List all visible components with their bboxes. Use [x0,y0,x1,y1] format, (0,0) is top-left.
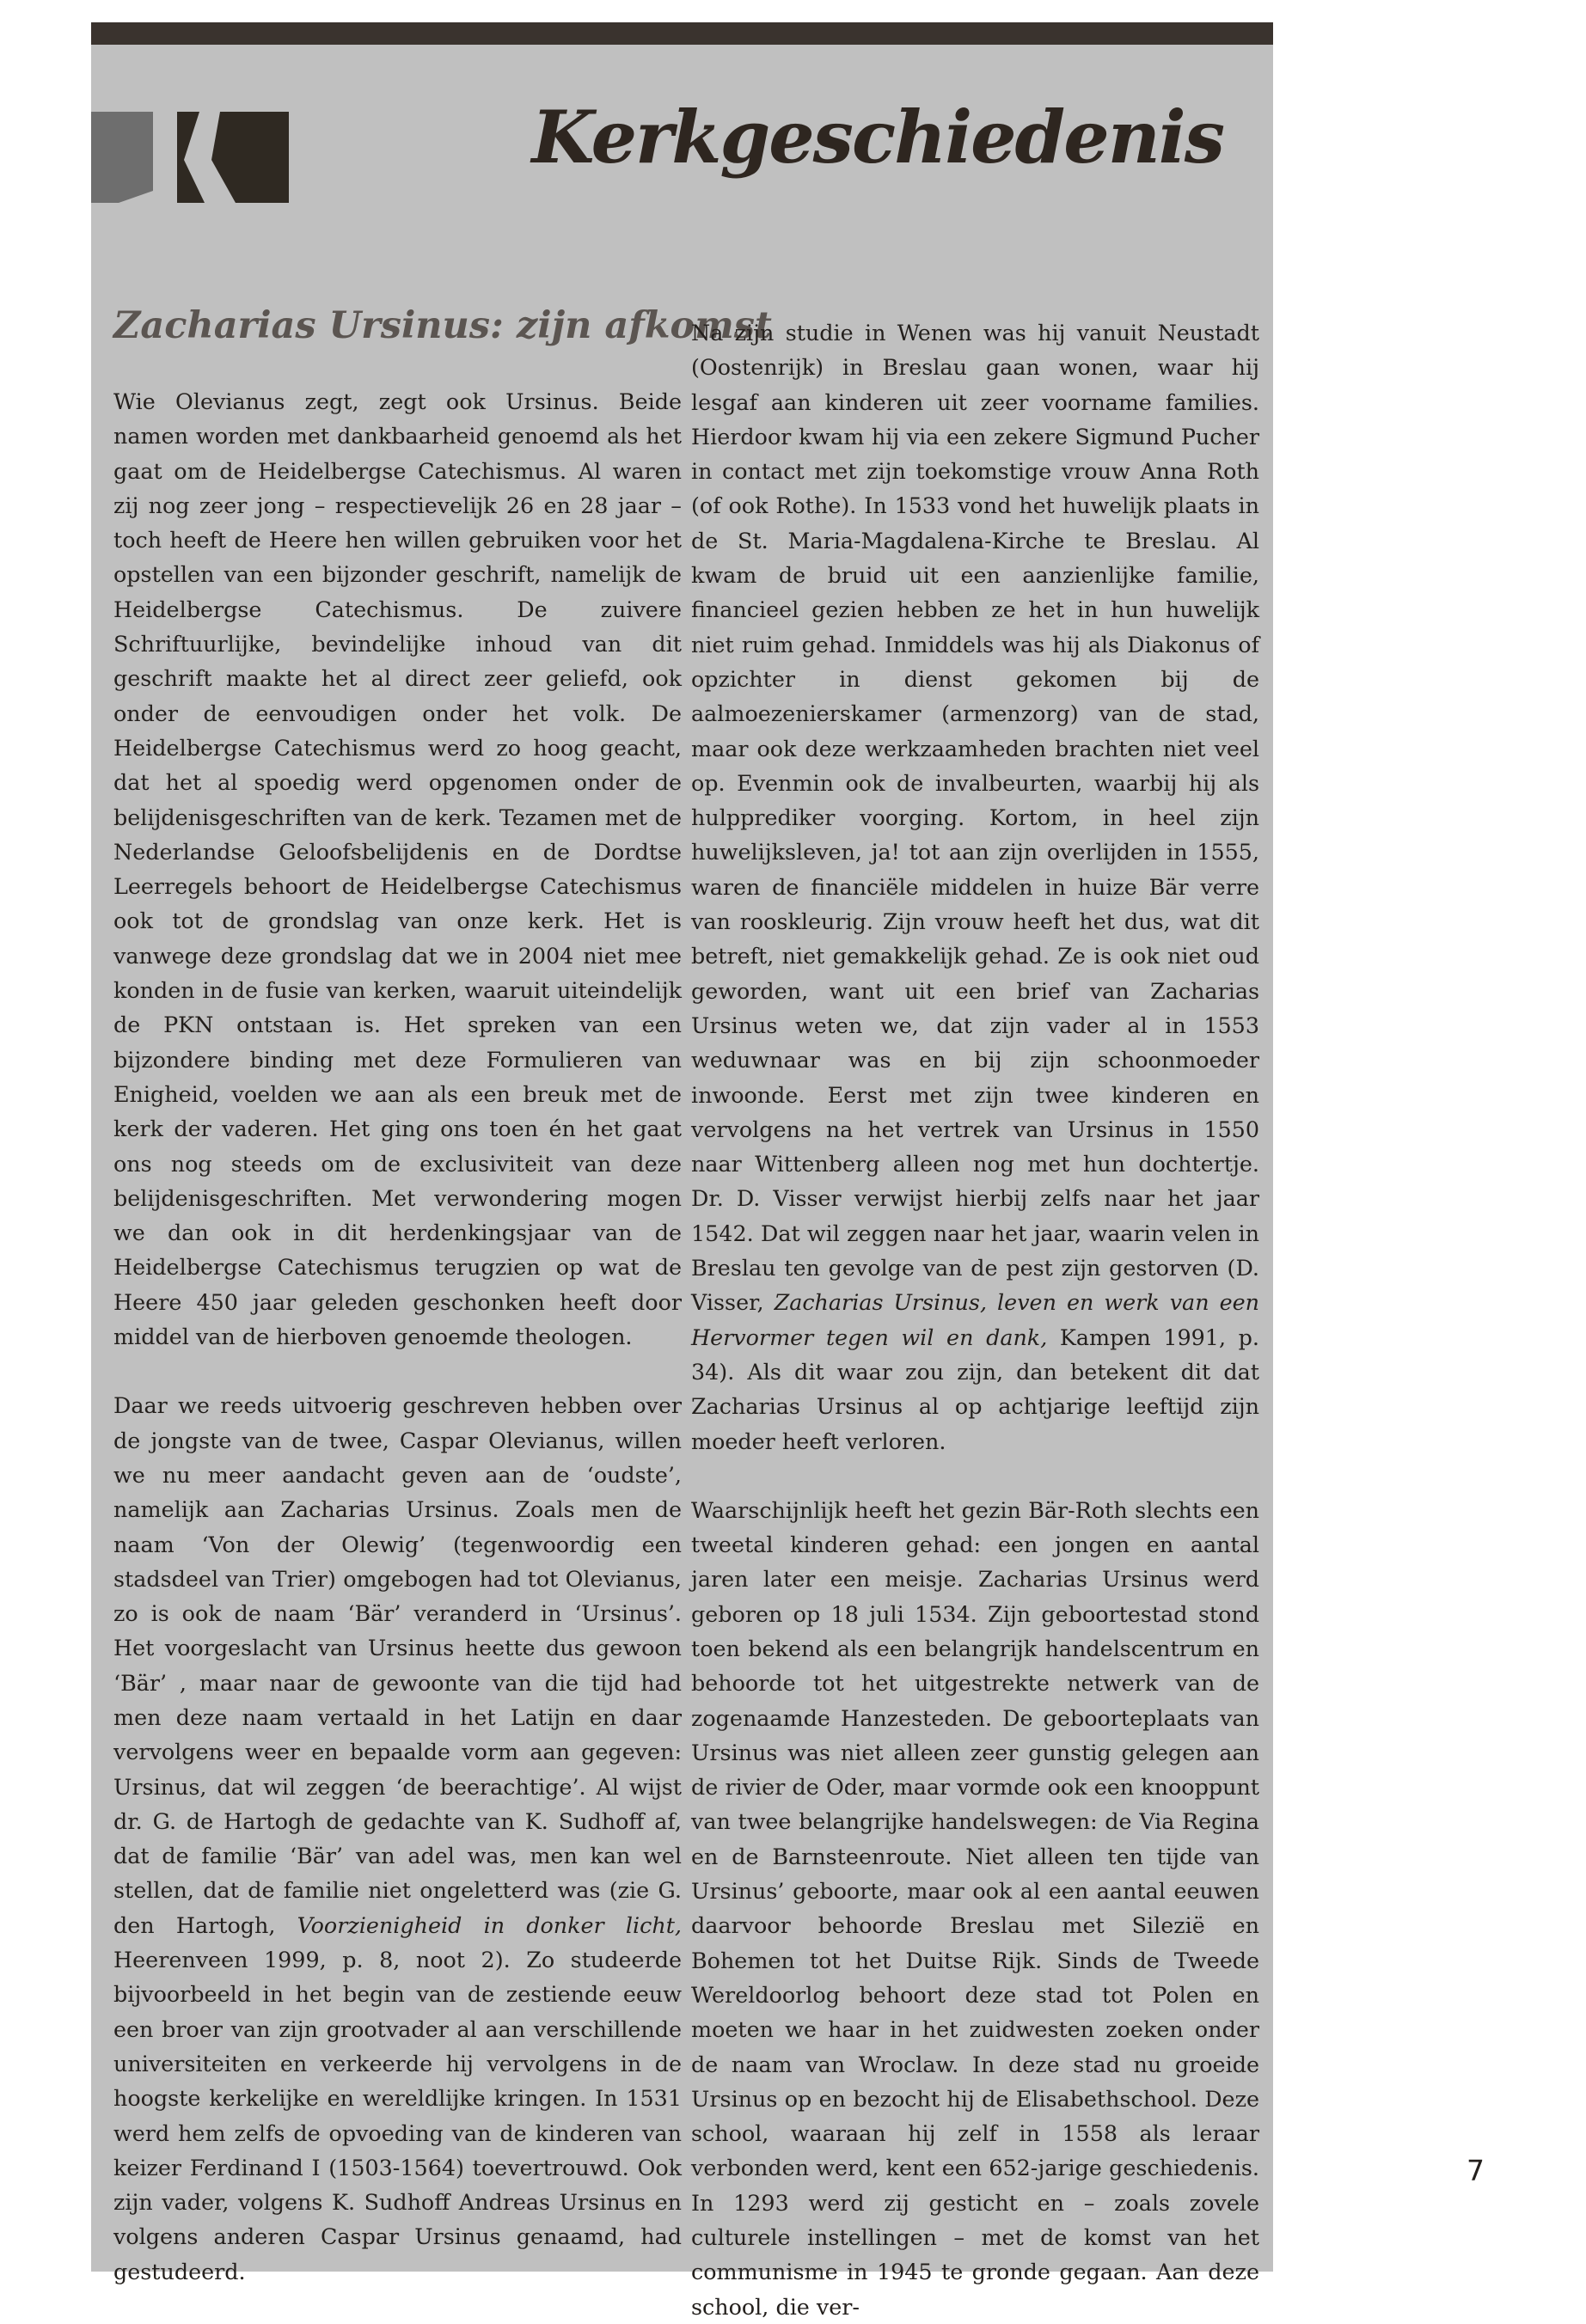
paragraph-text: Kampen 1991, p. 34). Als dit waar zou zijn, dan betekent dit dat Zacharias Ursinus al op achtjarige leeftijd zijn moeder heeft verloren. [691,1324,1259,1454]
page-panel [91,22,1273,2320]
page-number: 7 [1467,2154,1485,2187]
paragraph-text: Heerenveen 1999, p. 8, noot 2). Zo studeerde bijvoorbeeld in het begin van de zestiende eeuw een broer van zijn grootvader al aan verschillende universiteiten en verkeerde hij vervolgens in de hoogste kerkelijke en wereldlijke kringen. In 1531 werd hem zelfs de opvoeding van de kinderen van keizer Ferdinand I (1503-1564) toevertrouwd. Ook zijn vader, volgens K. Sudhoff Andreas Ursinus en volgens anderen Caspar Ursinus genaamd, had gestudeerd. [113,1947,682,2284]
book-title: Zacharias Ursinus, leven en werk van een Hervormer tegen wil en dank, [691,1289,1259,1350]
top-bar [91,22,1273,45]
left-column [113,384,682,2289]
paragraph-text: Na zijn studie in Wenen was hij vanuit Neustadt (Oostenrijk) in Breslau gaan wonen, waar hij lesgaf aan kinderen uit zeer voorname families. Hierdoor kwam hij via een zekere Sigmund Pucher in contact met zijn toekomstige vrouw Anna Roth (of ook Rothe). In 1533 vond het huwelijk plaats in de St. Maria-Magdalena-Kirche te Breslau. Al kwam de bruid uit een aanzienlijke familie, financieel gezien hebben ze het in hun huwelijk niet ruim gehad. Inmiddels was hij als Diakonus of opzichter in dienst gekomen bij de aalmoezenierskamer (armenzorg) van de stad, maar ook deze werkzaamheden brachten niet veel op. Evenmin ook de invalbeurten, waarbij hij als hulpprediker voorging. Kortom, in heel zijn huwelijksleven, ja! tot aan zijn overlijden in 1555, waren de financiële middelen in huize Bär verre van rooskleurig. Zijn vrouw heeft het dus, wat dit betreft, niet gemakkelijk gehad. Ze is ook niet oud geworden, want uit een brief van Zacharias Ursinus weten we, dat zijn vader al in 1553 weduwnaar was en bij zijn schoonmoeder inwoonde. Eerst met zijn twee kinderen en vervolgens na het vertrek van Ursinus in 1550 naar Wittenberg alleen nog met hun dochtertje. Dr. D. Visser verwijst hierbij zelfs naar het jaar 1542. Dat wil zeggen naar het jaar, waarin velen in Breslau ten gevolge van de pest zijn gestorven (D. Visser, [691,320,1259,1316]
paragraph-text: Daar we reeds uitvoerig geschreven hebben over de jongste van de twee, Caspar Olevianus, willen we nu meer aandacht geven aan de ‘oudste’, namelijk aan Zacharias Ursinus. Zoals men de naam ‘Von der Olewig’ (tegenwoordig een stadsdeel van Trier) omgebogen had tot Olevianus, zo is ook de naam ‘Bär’ veranderd in ‘Ursinus’. Het voorgeslacht van Ursinus heette dus gewoon ‘Bär’ , maar naar de gewoonte van die tijd had men deze naam vertaald in het Latijn en daar vervolgens weer en bepaalde vorm aan gegeven: Ursinus, dat wil zeggen ‘de beerachtige’. Al wijst dr. G. de Hartogh de gedachte van K. Sudhoff af, dat de familie ‘Bär’ van adel was, men kan wel stellen, dat de familie niet ongeletterd was (zie G. den Hartogh, [113,1392,682,1938]
article-title: Zacharias Ursinus: zijn afkomst [113,304,772,347]
paragraph [691,315,1259,1459]
book-title: Voorzienigheid in donker licht, [297,1911,682,1938]
k-logo-icon [91,112,289,203]
paragraph: Wie Olevianus zegt, zegt ook Ursinus. Beide namen worden met dankbaarheid genoemd als het gaat om de Heidelbergse Catechismus. Al waren zij nog zeer jong – respectievelijk 26 en 28 jaar – toch heeft de Heere hen willen gebruiken voor het opstellen van een bijzonder geschrift, namelijk de Heidelbergse Catechismus. De zuivere Schriftuurlijke, bevindelijke inhoud van dit geschrift maakte het al direct zeer geliefd, ook onder de eenvoudigen onder het volk. De Heidelbergse Catechismus werd zo hoog geacht, dat het al spoedig werd opgenomen onder de belijdenisgeschriften van de kerk. Tezamen met de Nederlandse Geloofsbelijdenis en de Dordtse Leerregels behoort de Heidelbergse Catechismus ook tot de grondslag van onze kerk. Het is vanwege deze grondslag dat we in 2004 niet mee konden in de fusie van kerken, waaruit uiteindelijk de PKN ontstaan is. Het spreken van een bijzondere binding met deze Formulieren van Enigheid, voelden we aan als een breuk met de kerk der vaderen. Het ging ons toen én het gaat ons nog steeds om de exclusiviteit van deze belijdenisgeschriften. Met verwondering mogen we dan ook in dit herdenkingsjaar van de Heidelbergse Catechismus terugzien op wat de Heere 450 jaar geleden geschonken heeft door middel van de hierboven genoemde theologen. [113,388,682,1350]
right-column [691,315,1259,2324]
section-title: Kerkgeschiedenis [531,95,1223,180]
paragraph [113,1388,682,2289]
paragraph: Waarschijnlijk heeft het gezin Bär-Roth slechts een tweetal kinderen gehad: een jongen en aantal jaren later een meisje. Zacharias Ursinus werd geboren op 18 juli 1534. Zijn geboortestad stond toen bekend als een belangrijk handelscentrum en behoorde tot het uitgestrekte netwerk van de zogenaamde Hanzesteden. De geboorteplaats van Ursinus was niet alleen zeer gunstig gelegen aan de rivier de Oder, maar vormde ook een knooppunt van twee belangrijke handelswegen: de Via Regina en de Barnsteenroute. Niet alleen ten tijde van Ursinus’ geboorte, maar ook al een aantal eeuwen daarvoor behoorde Breslau met Silezië en Bohemen tot het Duitse Rijk. Sinds de Tweede Wereldoorlog behoort deze stad tot Polen en moeten we haar in het zuidwesten zoeken onder de naam van Wroclaw. In deze stad nu groeide Ursinus op en bezocht hij de Elisabethschool. Deze school, waaraan hij zelf in 1558 als leraar verbonden werd, kent een 652-jarige geschiedenis. In 1293 werd zij gesticht en – zoals zovele culturele instellingen – met de komst van het communisme in 1945 te gronde gegaan. Aan deze school, die ver- [691,1496,1259,2320]
